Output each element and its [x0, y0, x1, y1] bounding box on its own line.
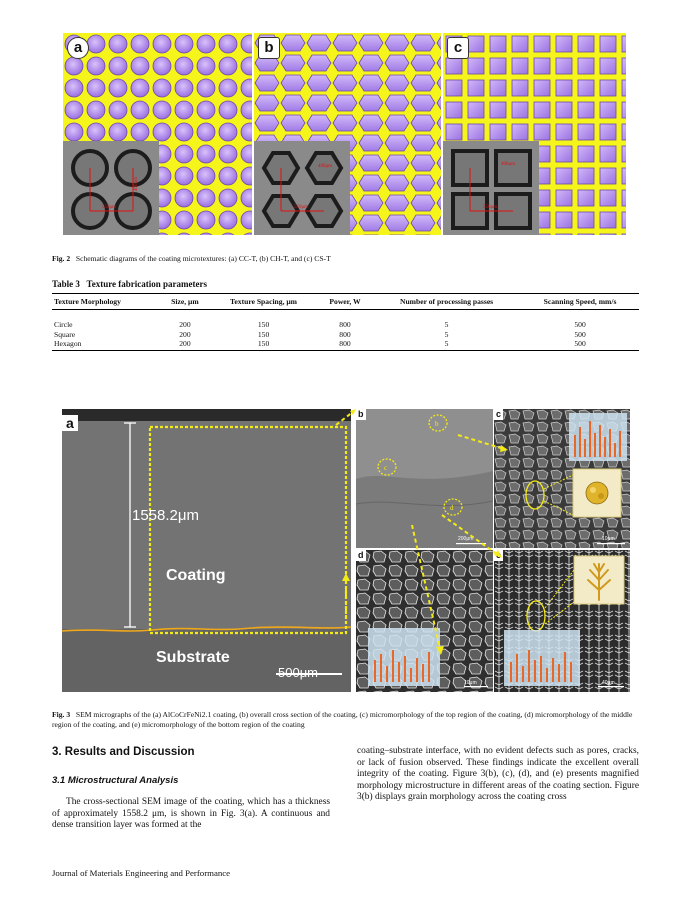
table-cell: Circle: [54, 320, 73, 329]
fig2-panel-b: [254, 33, 441, 235]
table-cell: 200: [179, 329, 191, 339]
table-row: [52, 330, 639, 340]
scale-bar-label: 40μm: [602, 680, 615, 686]
table-header-cell: Texture Spacing, μm: [209, 294, 318, 310]
subsection-heading: 3.1 Microstructural Analysis: [52, 775, 179, 786]
sem-inset-hexagon: [254, 141, 350, 235]
region-mark: c: [384, 464, 388, 472]
table-header-cell: Scanning Speed, mm/s: [521, 294, 639, 310]
table-cell: 5: [444, 320, 449, 329]
fig2-panel-c: [443, 33, 626, 235]
table-header-cell: Number of processing passes: [372, 294, 521, 310]
fig2-panel-a: [63, 33, 252, 235]
panel-label-b: b: [258, 37, 280, 59]
table-cell: 5: [444, 329, 449, 339]
table-cell: 500: [574, 329, 586, 339]
substrate-label: Substrate: [156, 649, 230, 666]
panel-label-c: c: [447, 37, 469, 59]
panel-label-d: d: [358, 550, 364, 560]
table-cell: 200: [161, 339, 209, 350]
table-cell: 500: [521, 339, 639, 350]
fig3-caption-text: SEM micrographs of the (a) AlCoCrFeNi2.1 coating, (b) overall cross section of the coating, (c) micromorphology of the top region of the coating, (d) micromorphology of the middle region of the coating, and (e) micromorphology of the bottom region of the coating: [52, 710, 633, 729]
section-heading: 3. Results and Discussion: [52, 746, 195, 758]
table-header-cell: Size, μm: [161, 294, 209, 310]
dim-label: 400μm: [134, 176, 139, 191]
thickness-label: 1558.2μm: [132, 507, 200, 524]
scale-bar-label: 10μm: [464, 680, 477, 686]
table-header-cell: Texture Morphology: [52, 294, 161, 310]
panel-label-b: b: [358, 409, 364, 419]
table-cell: 500: [574, 320, 586, 329]
dim-label: 400μm: [318, 164, 333, 169]
coating-label: Coating: [166, 567, 226, 584]
sem-cross-section-a: [62, 409, 351, 692]
region-mark: b: [435, 420, 439, 428]
panel-label-c: c: [496, 409, 502, 419]
table-cell: 5: [372, 339, 521, 350]
table-cell: 800: [339, 320, 351, 329]
table3-title-text: Texture fabrication parameters: [86, 279, 208, 289]
sem-inset-square: [443, 141, 539, 235]
table-row: [52, 310, 639, 330]
fig3-caption-label: Fig. 3: [52, 710, 71, 719]
sem-inset-circle: [63, 141, 159, 235]
table-cell: Square: [54, 329, 76, 339]
table-cell: 150: [257, 329, 270, 339]
left-column-paragraph: The cross-sectional SEM image of the coating, which has a thickness of approximately 1558.2 μm, is shown in Fig. 3(a). A continuous and dense transition layer was formed at the: [52, 797, 330, 831]
panel-label-a: a: [62, 415, 78, 431]
table-cell: 150: [209, 339, 318, 350]
fig2-caption: [52, 254, 652, 264]
table-cell: Hexagon: [52, 339, 161, 350]
scale-bar-label: 200μm: [458, 536, 474, 542]
texture-parameters-table: [52, 293, 639, 351]
dim-label: 550μm: [483, 205, 498, 210]
fig3-caption: [52, 710, 640, 730]
scale-bar-label: 500μm: [278, 665, 319, 680]
fig2-caption-text: Schematic diagrams of the coating microtextures: (a) CC-T, (b) CH-T, and (c) CS-T: [75, 254, 331, 263]
table-header-cell: Power, W: [318, 294, 372, 310]
right-column-paragraph: coating–substrate interface, with no evident defects such as pores, cracks, or lack of fusion observed. These findings indicate the excellent overall integrity of the coating. Figure 3(b), (c), (d), and (e) presents magnified morphology microstructure in different areas of the coating section. Figure 3(b) displays grain morphology across the coating cross: [357, 746, 639, 803]
table3-title: [52, 279, 207, 289]
region-mark: d: [450, 504, 454, 512]
table-cell: 800: [339, 329, 351, 339]
table-header-row: [52, 294, 639, 310]
journal-footer: Journal of Materials Engineering and Performance: [52, 868, 231, 878]
dim-label: 550μm: [294, 205, 309, 210]
table-cell: 150: [257, 320, 270, 329]
table3-label: Table 3: [52, 279, 80, 289]
connector-arrows: [330, 405, 520, 665]
dim-label: 400μm: [501, 162, 516, 167]
panel-label-a: a: [67, 37, 89, 59]
table-cell: 800: [318, 339, 372, 350]
dim-label: 550μm: [102, 205, 117, 210]
scale-bar-label: 10μm: [602, 536, 615, 542]
table-cell: 200: [179, 320, 191, 329]
fig2-caption-label: Fig. 2: [52, 254, 71, 263]
table-row: [52, 339, 639, 350]
